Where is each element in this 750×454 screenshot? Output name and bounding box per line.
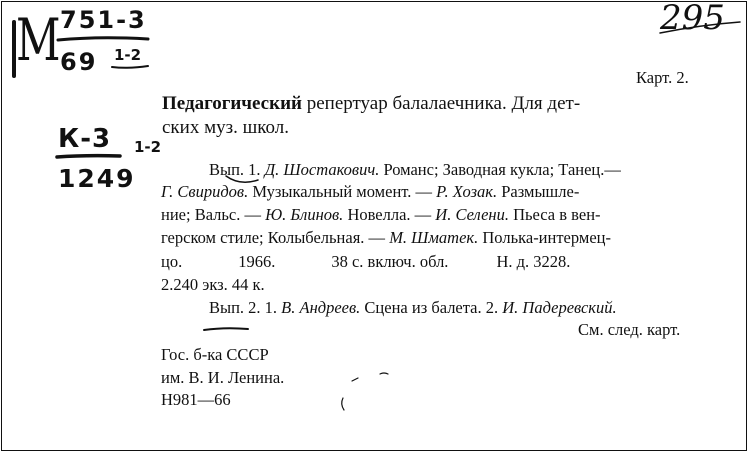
library-line-1: Гос. б-ка СССР xyxy=(161,345,269,364)
left-annot-top: К-3 xyxy=(58,124,112,154)
vol2-label: Вып. 2. 1. xyxy=(209,298,282,317)
vol2-line-1 xyxy=(209,298,617,318)
vol1-line-1 xyxy=(209,160,621,180)
page-count: 38 с. включ. обл. xyxy=(331,252,449,271)
author-khozak: Р. Хозак. xyxy=(436,182,498,201)
vol1-works-3: Размышле- xyxy=(497,182,580,201)
title-bold: Педагогический xyxy=(162,93,302,114)
vol1-works-5: Новелла. — xyxy=(343,205,436,224)
shelf-bottom: 69 xyxy=(60,48,98,76)
vol1-works-1: Романс; Заводная кукла; Танец.— xyxy=(379,160,621,179)
vol1-works-6: Пьеса в вен- xyxy=(508,205,601,224)
vol1-line-4 xyxy=(161,228,611,248)
card-label: Карт. 2. xyxy=(636,68,689,87)
library-code: Н981—66 xyxy=(161,390,231,409)
vol1-works-7: герском стиле; Колыбельная. — xyxy=(161,228,390,247)
vol1-works-4: ние; Вальс. — xyxy=(161,205,266,224)
vol1-line-2 xyxy=(161,182,579,202)
left-annot-bottom: 1249 xyxy=(58,164,136,193)
author-shostakovich: Д. Шостакович. xyxy=(264,160,380,179)
shelf-bottom-sup: 1-2 xyxy=(114,46,142,64)
shelf-letter: М xyxy=(16,6,61,74)
print-number: Н. д. 3228. xyxy=(496,252,571,271)
author-shmatek: М. Шматек. xyxy=(389,228,479,247)
vol1-works-2: Музыкальный момент. — xyxy=(248,182,437,201)
vol1-line-3 xyxy=(161,205,601,225)
vol1-works-8: Полька-интермец- xyxy=(478,228,611,247)
vol1-label: Вып. 1. xyxy=(209,160,265,179)
library-line-2: им. В. И. Ленина. xyxy=(161,368,285,387)
author-blinov: Ю. Блинов. xyxy=(265,205,344,224)
pub-year: 1966. xyxy=(238,252,276,271)
see-next-card: См. след. карт. xyxy=(578,320,681,339)
title-line-1 xyxy=(162,94,580,114)
title-rest: репертуар балалаечника. Для дет- xyxy=(301,93,581,114)
vol1-line-5 xyxy=(161,252,570,272)
author-seleni: И. Селени. xyxy=(435,205,509,224)
left-annot-sup: 1-2 xyxy=(134,138,162,156)
author-sviridov: Г. Свиридов. xyxy=(161,182,249,201)
author-andreev: В. Андреев. xyxy=(281,298,361,317)
card-number: 295 xyxy=(660,0,725,38)
shelf-top: 751-3 xyxy=(60,6,147,34)
vol2-works-1: Сцена из балета. 2. xyxy=(360,298,503,317)
vol1-line-6: 2.240 экз. 44 к. xyxy=(161,275,265,294)
title-line-2: ских муз. школ. xyxy=(162,117,289,138)
author-paderewski: И. Падеревский. xyxy=(502,298,617,317)
vol1-works-9: цо. xyxy=(161,252,183,271)
